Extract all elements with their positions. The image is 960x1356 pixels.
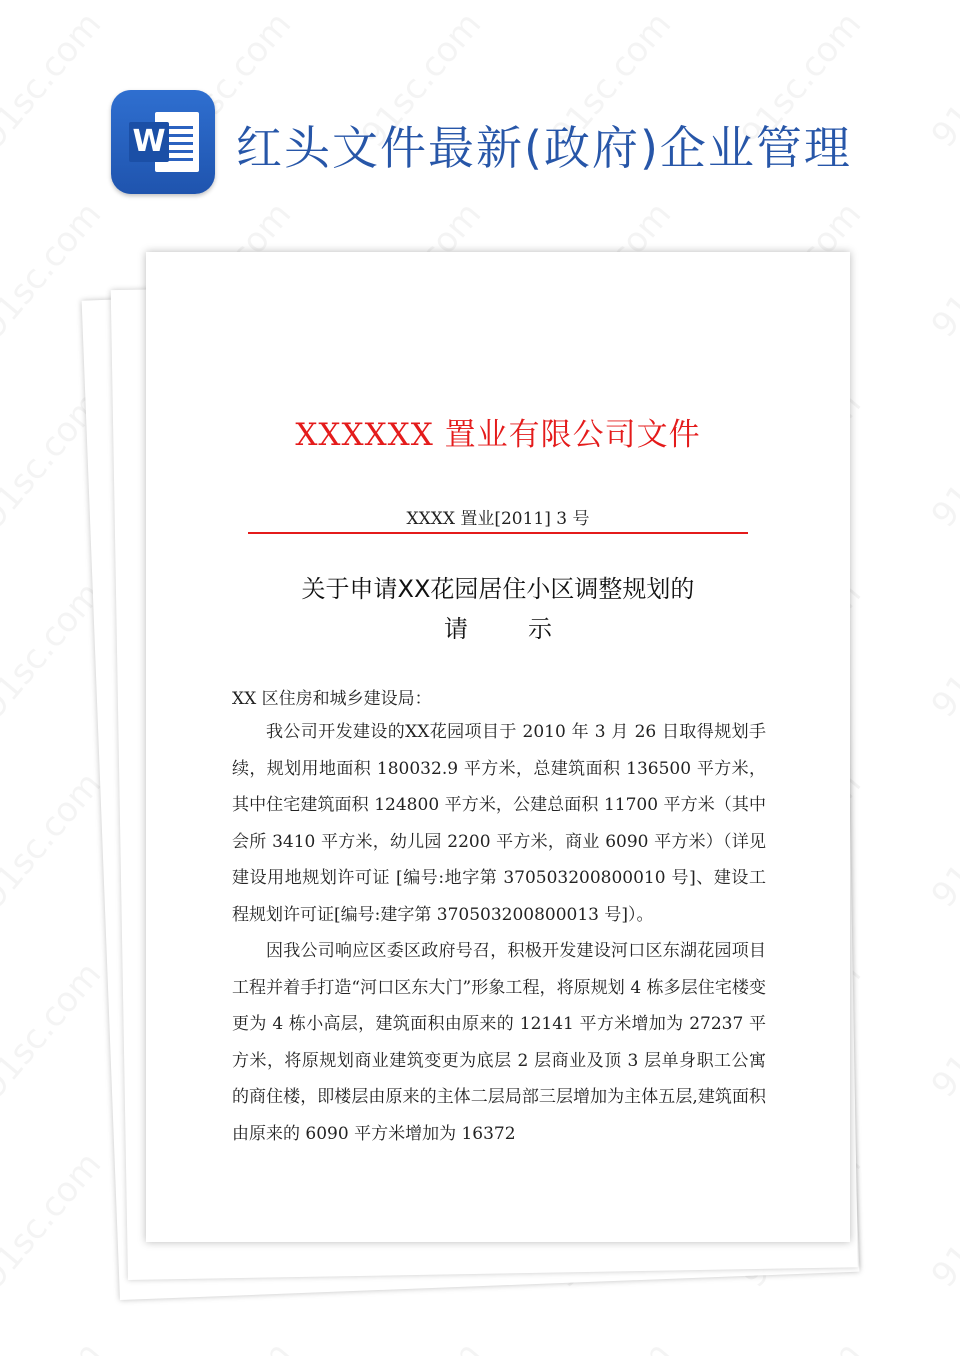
word-icon-letter: W — [129, 122, 169, 162]
document-red-header: XXXXXX 置业有限公司文件 — [295, 417, 701, 453]
watermark-text — [924, 1145, 960, 1296]
watermark-text — [924, 575, 960, 726]
watermark-text — [0, 1145, 109, 1296]
body-paragraph: 我公司开发建设的XX花园项目于 2010 年 3 月 26 日取得规划手续，规划用地面积 180032.9 平方米，总建筑面积 136500 平方米，其中住宅建筑面积 124800 平方米，公建总面积 11700 平方米（其中会所 3410 平方米，幼儿园 2200 平方米，商业 6090 平方米）（详见建设用地规划许可证 [编号:地字第 370503200800010 号]、建设工程规划许可证[编号:建字第 370503200800013 号]）。 — [232, 722, 766, 925]
watermark-text — [0, 5, 109, 156]
watermark-text — [0, 955, 109, 1106]
watermark-text — [924, 5, 960, 156]
salutation: XX 区住房和城乡建设局： — [232, 689, 432, 709]
body-paragraph: 因我公司响应区委区政府号召，积极开发建设河口区东湖花园项目工程并着手打造“河口区东大门”形象工程，将原规划 4 栋多层住宅楼变更为 4 栋小高层，建筑面积由原来的 12141 平方米增加为 27237 平方米，将原规划商业建筑变更为底层 2 层商业及顶 3 层单身职工公寓的商住楼，即楼层由原来的主体二层局部三层增加为主体五层,建筑面积由原来的 6090 平方米增加为 16372 — [232, 941, 766, 1144]
watermark-text — [924, 765, 960, 916]
document-body — [232, 714, 766, 1152]
document-title-line1: 关于申请XX花园居住小区调整规划的 — [301, 575, 695, 603]
document-number: XXXX 置业[2011] 3 号 — [406, 509, 590, 529]
watermark-text — [924, 955, 960, 1106]
document-page — [146, 252, 850, 1242]
watermark-text — [164, 1335, 299, 1356]
watermark-text — [0, 1335, 109, 1356]
watermark-text — [924, 1335, 960, 1356]
watermark-text — [734, 1335, 869, 1356]
watermark-text — [924, 195, 960, 346]
watermark-text — [354, 1335, 489, 1356]
document-title — [146, 569, 850, 649]
banner-title: 红头文件最新(政府)企业管理 — [236, 121, 852, 175]
watermark-text — [544, 1335, 679, 1356]
document-title-line2: 请示 — [444, 615, 612, 643]
word-icon — [111, 90, 215, 194]
watermark-text — [924, 385, 960, 536]
watermark-text — [0, 765, 109, 916]
red-divider — [248, 532, 748, 534]
banner — [111, 90, 911, 195]
